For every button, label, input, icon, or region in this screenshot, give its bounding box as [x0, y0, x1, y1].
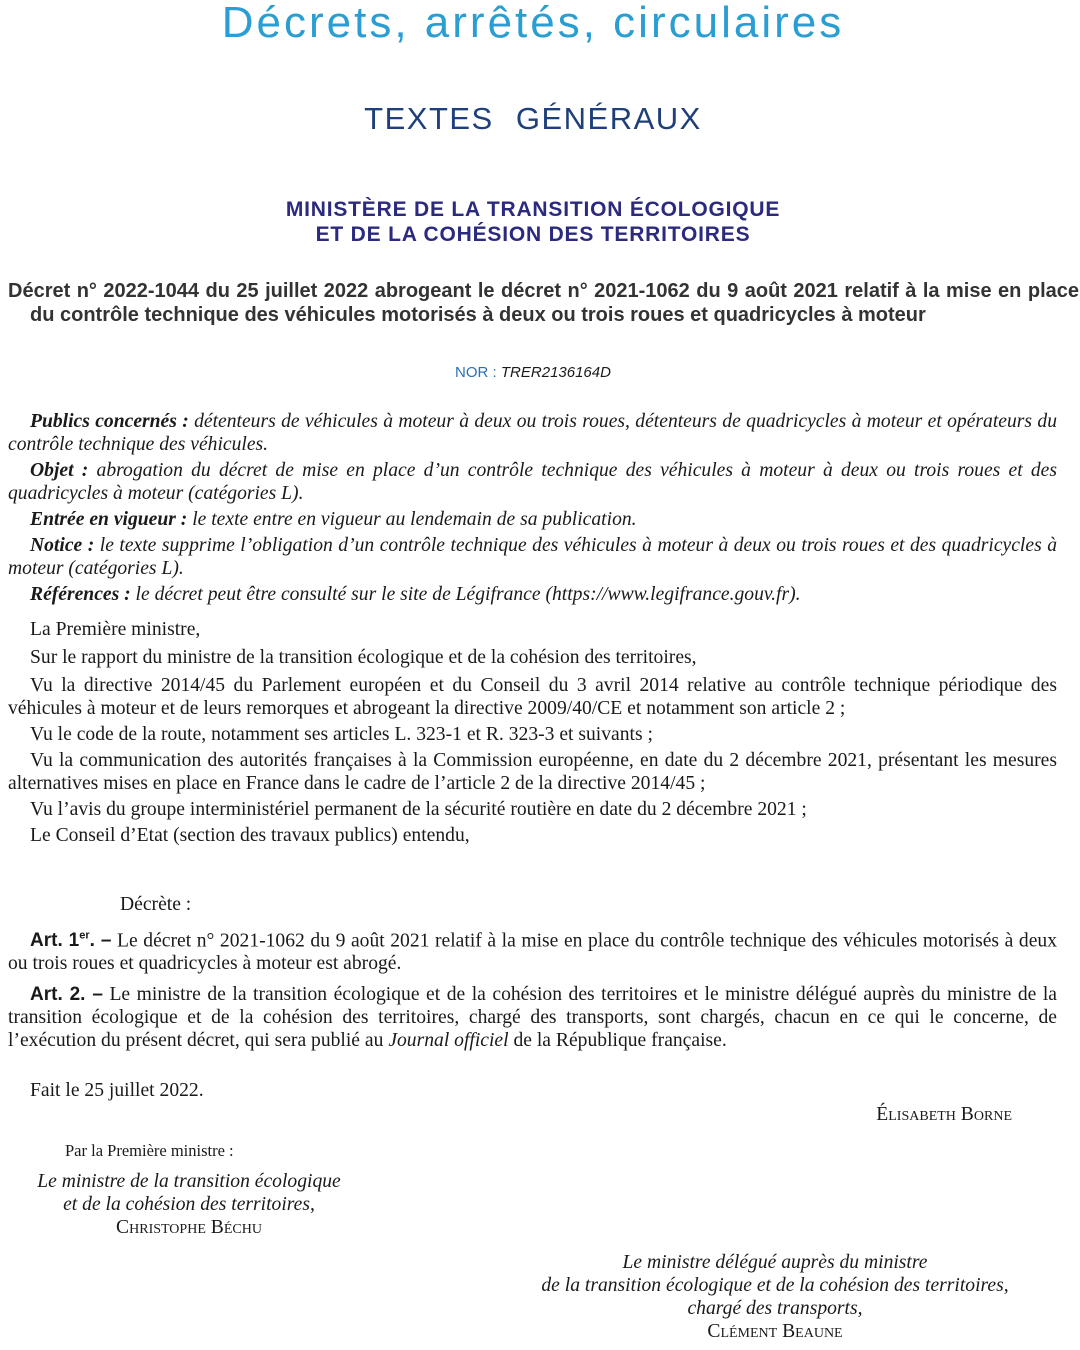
journal-header-title: Décrets, arrêtés, circulaires	[221, 0, 845, 47]
summary-text: abrogation du décret de mise en place d’un contrôle technique des véhicules à moteur à deux ou trois roues et des quadricycles à moteur (catégories L).	[8, 460, 1057, 504]
done-date: Fait le 25 juillet 2022.	[30, 1080, 204, 1101]
nor-reference	[0, 364, 1066, 381]
summary-item	[8, 583, 1057, 606]
ministry-name	[0, 197, 1066, 247]
signature-prime-minister: Élisabeth Borne	[876, 1104, 1012, 1125]
minister-2-name: Clément Beaune	[707, 1321, 843, 1342]
decrete-heading: Décrète :	[120, 894, 192, 915]
ministry-line-1: MINISTÈRE DE LA TRANSITION ÉCOLOGIQUE	[285, 198, 781, 221]
summary-item	[8, 410, 1057, 456]
summary-item	[8, 459, 1057, 505]
summary-text: le décret peut être consulté sur le site de Légifrance (https://www.legifrance.gouv.fr).	[130, 584, 801, 605]
nor-value: TRER2136164D	[500, 364, 611, 381]
preamble-paragraph: Sur le rapport du ministre de la transition écologique et de la cohésion des territoires,	[30, 647, 697, 668]
decree-title: Décret n° 2022-1044 du 25 juillet 2022 abrogeant le décret n° 2021-1062 du 9 août 2021 relatif à la mise en place du contrôle technique des véhicules motorisés à deux ou trois roues et quadricycles à moteur	[8, 280, 1079, 326]
summary-label: Objet :	[30, 460, 89, 481]
minister-1-name: Christophe Béchu	[116, 1217, 262, 1238]
article-1	[8, 925, 1057, 975]
summary-label: Publics concernés :	[30, 411, 189, 432]
articles	[8, 925, 1057, 1055]
preamble-paragraph: Vu la communication des autorités françaises à la Commission européenne, en date du 2 décembre 2021, présentant les mesures alternatives mises en place en France dans le cadre de l’article 2 de la directive 2014/45 ;	[8, 750, 1057, 794]
journal-officiel: Journal officiel	[388, 1030, 509, 1052]
signature-par: Par la Première ministre :	[65, 1141, 234, 1160]
article-2-label: Art. 2. –	[30, 984, 103, 1006]
preamble	[8, 618, 1057, 850]
minister-1-title-line-1: Le ministre de la transition écologique	[37, 1171, 341, 1192]
article-2: Art. 2. – Le ministre de la transition écologique et de la cohésion des territoires et le ministre délégué auprès du ministre de la transition écologique et de la cohésion des territoires, chargé des transports, sont chargés, chacun en ce qui le concerne, de l’exécution du présent décret, qui sera publié au Journal officiel de la République française.	[8, 984, 1057, 1052]
nor-label: NOR :	[455, 364, 497, 381]
preamble-paragraph: La Première ministre,	[30, 619, 201, 640]
minister-2-title-line-2: de la transition écologique et de la cohésion des territoires,	[541, 1275, 1009, 1296]
preamble-paragraph: Vu l’avis du groupe interministériel permanent de la sécurité routière en date du 2 décembre 2021 ;	[30, 799, 807, 820]
preamble-paragraph: Le Conseil d’Etat (section des travaux publics) entendu,	[30, 825, 470, 846]
decree-summary	[8, 410, 1057, 609]
article-1-text: Le décret n° 2021-1062 du 9 août 2021 relatif à la mise en place du contrôle technique des véhicules motorisés à deux ou trois roues et quadricycles à moteur est abrogé.	[8, 930, 1057, 975]
preamble-paragraph: Vu le code de la route, notamment ses articles L. 323-1 et R. 323-3 et suivants ;	[30, 724, 653, 745]
article-1-label: Art. 1er. –	[30, 930, 112, 952]
minister-1-title-line-2: et de la cohésion des territoires,	[63, 1194, 315, 1215]
preamble-paragraph: Vu la directive 2014/45 du Parlement européen et du Conseil du 3 avril 2014 relative au contrôle technique périodique des véhicules à moteur et de leurs remorques et abrogeant la directive 2009/40/CE et notamment son article 2 ;	[8, 675, 1057, 719]
summary-text: le texte supprime l’obligation d’un contrôle technique des véhicules à moteur à deux ou trois roues et des quadricycles à moteur (catégories L).	[8, 535, 1057, 579]
summary-item	[8, 508, 1057, 531]
section-title: TEXTES GÉNÉRAUX	[364, 101, 702, 136]
signature-minister-2	[490, 1251, 1060, 1343]
summary-label: Entrée en vigueur :	[30, 509, 188, 530]
summary-text: détenteurs de véhicules à moteur à deux ou trois roues, détenteurs de quadricycles à moteur et opérateurs du contrôle technique des véhicules.	[8, 411, 1057, 455]
minister-2-title-line-1: Le ministre délégué auprès du ministre	[622, 1252, 928, 1273]
signature-minister-1	[8, 1170, 370, 1239]
summary-label: Notice :	[30, 535, 95, 556]
summary-text: le texte entre en vigueur au lendemain de sa publication.	[187, 509, 637, 530]
ministry-line-2: ET DE LA COHÉSION DES TERRITOIRES	[315, 223, 751, 246]
summary-label: Références :	[30, 584, 131, 605]
minister-2-title-line-3: chargé des transports,	[687, 1298, 863, 1319]
summary-item	[8, 534, 1057, 580]
